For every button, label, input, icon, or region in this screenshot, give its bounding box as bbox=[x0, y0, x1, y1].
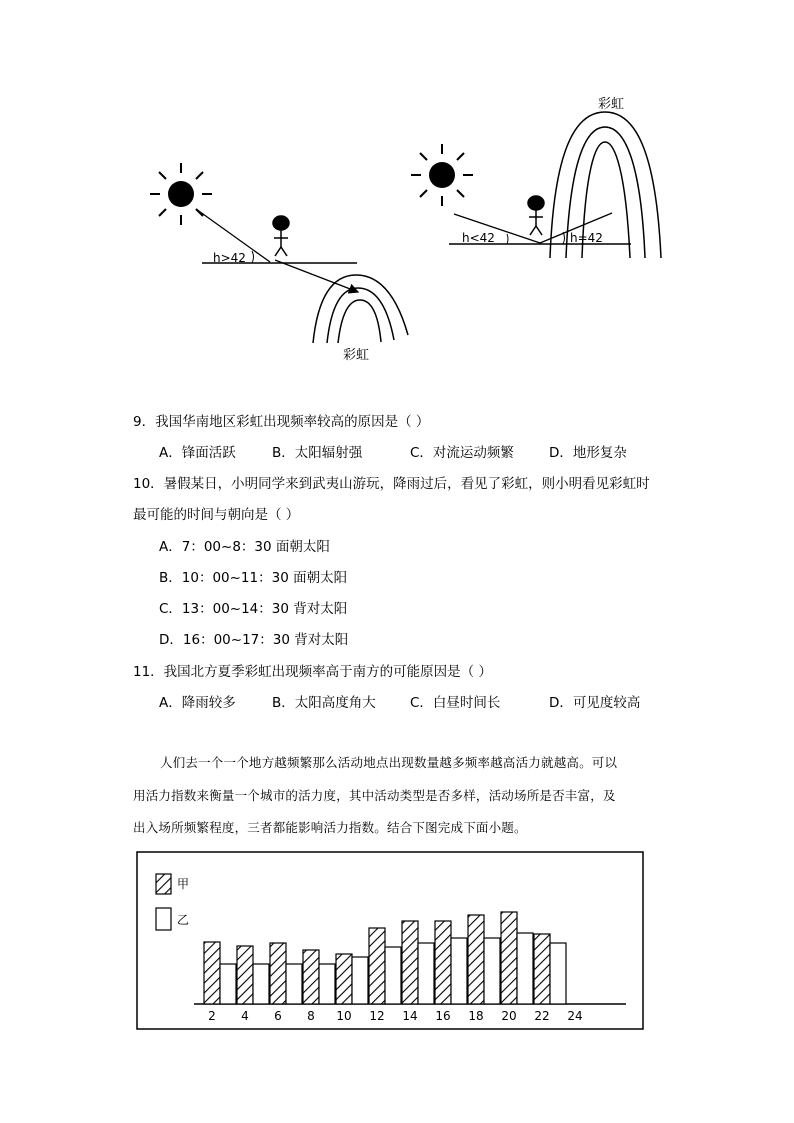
q11-option-c[interactable]: C．白昼时间长 bbox=[410, 695, 501, 711]
legend-swatch-jia bbox=[156, 874, 171, 894]
q9-option-b[interactable]: B．太阳辐射强 bbox=[272, 445, 363, 461]
right-person-icon bbox=[528, 196, 544, 235]
left-angle-arc bbox=[252, 251, 254, 263]
passage-line-2: 用活力指数来衡量一个城市的活力度，其中活动类型是否多样，活动场所是否丰富，及 bbox=[133, 788, 616, 803]
left-person-icon bbox=[273, 216, 289, 256]
right-angle-left-label: h<42 bbox=[462, 231, 495, 245]
bar-yi-20 bbox=[517, 933, 533, 1004]
bar-jia-12 bbox=[369, 928, 385, 1004]
bar-yi-6 bbox=[286, 964, 302, 1004]
bar-yi-22 bbox=[550, 943, 566, 1004]
question-11-stem: 11．我国北方夏季彩虹出现频率高于南方的可能原因是（ ） bbox=[133, 664, 492, 680]
left-rainbow-label: 彩虹 bbox=[343, 348, 370, 363]
right-angle-right-label: h=42 bbox=[570, 231, 603, 245]
x-tick-label-24: 24 bbox=[567, 1009, 583, 1023]
bar-yi-18 bbox=[484, 938, 500, 1004]
q10-option-b[interactable]: B．10：00~11：30 面朝太阳 bbox=[159, 570, 348, 586]
question-9-stem: 9．我国华南地区彩虹出现频率较高的原因是（ ） bbox=[133, 414, 430, 430]
x-tick-label-8: 8 bbox=[307, 1009, 315, 1023]
x-tick-label-20: 20 bbox=[501, 1009, 517, 1023]
left-sun-icon bbox=[150, 163, 212, 225]
q10-option-c[interactable]: C．13：00~14：30 背对太阳 bbox=[159, 601, 348, 617]
bar-jia-14 bbox=[402, 921, 418, 1004]
bar-jia-4 bbox=[237, 946, 253, 1004]
legend-label-yi: 乙 bbox=[177, 913, 190, 927]
question-10-stem: 10．暑假某日，小明同学来到武夷山游玩，降雨过后，看见了彩虹，则小明看见彩虹时 bbox=[133, 476, 650, 492]
q11-option-b[interactable]: B．太阳高度角大 bbox=[272, 695, 376, 711]
legend-swatch-yi bbox=[156, 908, 171, 930]
question-10-stem-line2: 最可能的时间与朝向是（ ） bbox=[133, 507, 300, 523]
x-tick-label-14: 14 bbox=[402, 1009, 418, 1023]
q9-option-d[interactable]: D．地形复杂 bbox=[549, 445, 627, 461]
q10-option-d[interactable]: D．16：00~17：30 背对太阳 bbox=[159, 632, 349, 648]
x-tick-label-16: 16 bbox=[435, 1009, 451, 1023]
x-tick-label-6: 6 bbox=[274, 1009, 282, 1023]
right-angle-arc-left bbox=[507, 234, 508, 244]
bar-jia-2 bbox=[204, 942, 220, 1004]
q10-option-a[interactable]: A．7：00~8：30 面朝太阳 bbox=[159, 539, 330, 555]
x-tick-label-10: 10 bbox=[336, 1009, 352, 1023]
bar-yi-14 bbox=[418, 943, 434, 1004]
x-tick-label-12: 12 bbox=[369, 1009, 385, 1023]
rainbow-diagram bbox=[0, 0, 794, 380]
x-tick-label-4: 4 bbox=[241, 1009, 249, 1023]
q11-option-a[interactable]: A．降雨较多 bbox=[159, 695, 236, 711]
bar-jia-18 bbox=[468, 915, 484, 1004]
bar-jia-16 bbox=[435, 921, 451, 1004]
x-tick-label-22: 22 bbox=[534, 1009, 550, 1023]
chart-legend bbox=[156, 874, 189, 930]
right-sun-icon bbox=[411, 144, 473, 206]
left-angle-label: h>42 bbox=[213, 251, 246, 265]
bar-yi-10 bbox=[352, 957, 368, 1004]
q9-option-c[interactable]: C．对流运动频繁 bbox=[410, 445, 514, 461]
bar-yi-12 bbox=[385, 947, 401, 1004]
q9-option-a[interactable]: A．锋面活跃 bbox=[159, 445, 236, 461]
bar-yi-4 bbox=[253, 964, 269, 1004]
bar-jia-20 bbox=[501, 912, 517, 1004]
x-tick-label-2: 2 bbox=[208, 1009, 216, 1023]
bar-jia-22 bbox=[534, 934, 550, 1004]
right-rainbow-label: 彩虹 bbox=[598, 97, 625, 112]
passage-line-1: 人们去一个一个地方越频繁那么活动地点出现数量越多频率越高活力就越高。可以 bbox=[160, 755, 618, 770]
bar-yi-16 bbox=[451, 938, 467, 1004]
bar-yi-8 bbox=[319, 964, 335, 1004]
vitality-bar-chart bbox=[0, 840, 794, 1040]
passage-line-3: 出入场所频繁程度，三者都能影响活力指数。结合下图完成下面小题。 bbox=[133, 820, 527, 835]
bar-jia-10 bbox=[336, 954, 352, 1004]
left-rainbow bbox=[313, 275, 408, 343]
bar-yi-2 bbox=[220, 964, 236, 1004]
q11-option-d[interactable]: D．可见度较高 bbox=[549, 695, 641, 711]
x-tick-label-18: 18 bbox=[468, 1009, 484, 1023]
right-rainbow bbox=[550, 112, 661, 258]
bar-jia-6 bbox=[270, 943, 286, 1004]
bar-jia-8 bbox=[303, 950, 319, 1004]
legend-label-jia: 甲 bbox=[177, 877, 190, 891]
